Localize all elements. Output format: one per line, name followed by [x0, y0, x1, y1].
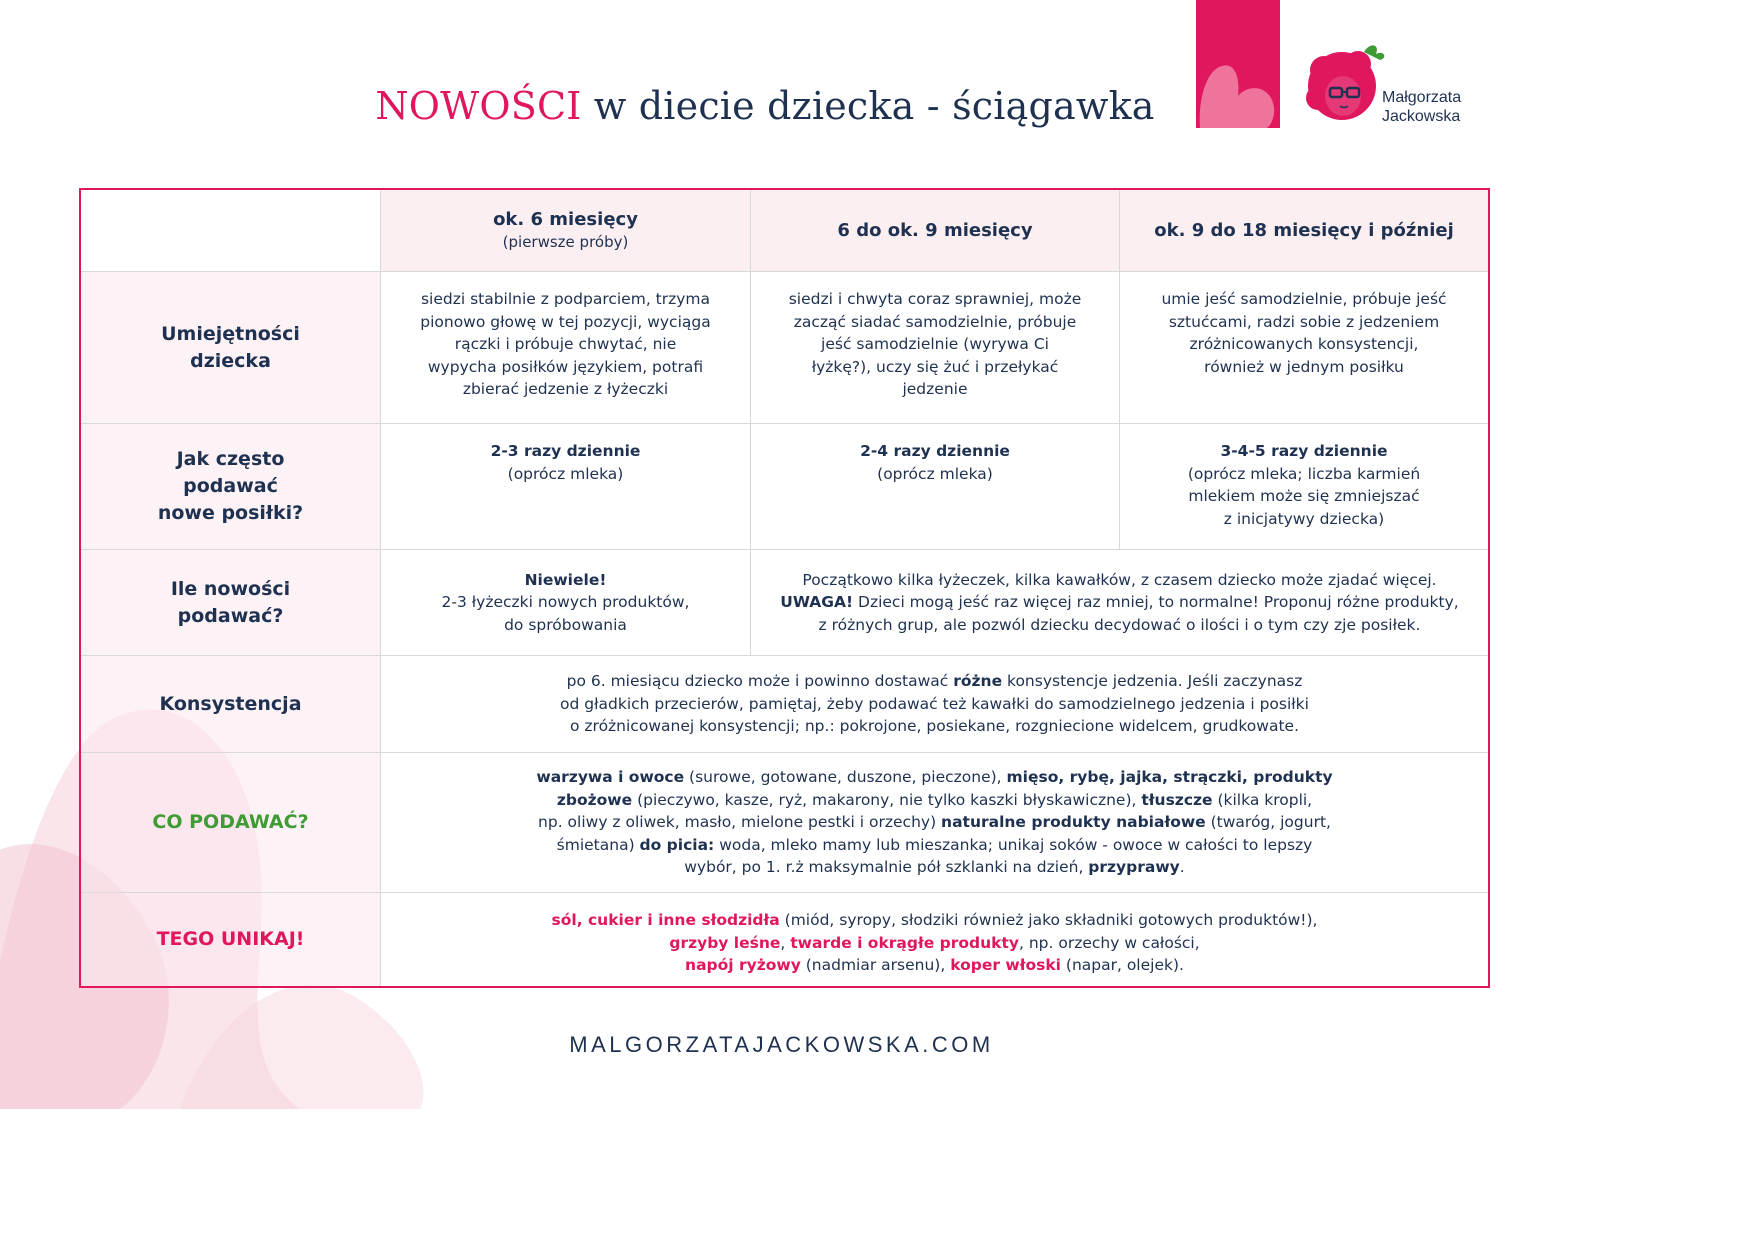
text-line — [536, 856, 1332, 879]
text-bold: naturalne produkty nabiałowe — [941, 813, 1206, 832]
row-label-line: dziecka — [190, 349, 271, 372]
text-line: łyżkę?), uczy się żuć i przełykać — [811, 357, 1059, 376]
frequency-6-months — [381, 424, 751, 550]
text-span: konsystencje jedzenia. Jeśli zaczynasz — [1002, 672, 1303, 691]
text-span: , np. orzechy w całości, — [1018, 933, 1200, 952]
text-span: (napar, olejek). — [1060, 956, 1184, 974]
column-header-6-9-months — [751, 190, 1120, 272]
text-line: jedzenie — [902, 380, 968, 398]
text-line: również w jednym posiłku — [1204, 357, 1404, 376]
text-pink-bold: twarde i okrągłe produkty — [790, 933, 1019, 952]
text-bold: przyprawy — [1088, 858, 1180, 877]
text-line — [552, 909, 1318, 932]
text-line: z różnych grup, ale pozwól dziecku decydować o ilości i o tym czy zje posiłek. — [818, 615, 1421, 634]
text-bold: do picia: — [639, 835, 715, 854]
brand-name-line2: Jackowska — [1382, 108, 1461, 125]
text-span: (twaróg, jogurt, — [1205, 813, 1331, 832]
text-line-bold: 2-4 razy dziennie — [860, 442, 1010, 460]
row-label-line: Umiejętności — [161, 322, 300, 345]
skills-6-9-months — [751, 272, 1120, 424]
text-line: siedzi i chwyta coraz sprawniej, może — [788, 290, 1082, 308]
text-line: wypycha posiłków językiem, potrafi — [427, 357, 704, 376]
text-line — [536, 834, 1332, 857]
text-pink-bold: grzyby leśne — [669, 933, 781, 952]
column-header-9-18-months — [1120, 190, 1488, 272]
row-label-line: podawać — [183, 475, 278, 497]
row-label-skills — [81, 272, 381, 424]
text-line: jeść samodzielnie (wyrywa Ci — [821, 335, 1049, 353]
text-line — [552, 932, 1318, 955]
text-line: sztućcami, radzi sobie z jedzeniem — [1168, 312, 1440, 331]
column-header-title: ok. 9 do 18 miesięcy i później — [1154, 219, 1454, 241]
text-bold: zbożowe — [556, 790, 633, 809]
brand-pink-block — [1196, 0, 1280, 128]
text-span: Dzieci mogą jeść raz więcej raz mniej, to normalne! Proponuj różne produkty, — [853, 593, 1459, 612]
row-label-texture — [81, 656, 381, 753]
text-span: wybór, po 1. r.ż maksymalnie pół szklanki na dzień, — [684, 858, 1089, 877]
row-label-line: Jak często — [176, 448, 285, 470]
text-bold: tłuszcze — [1141, 790, 1213, 809]
row-label-line: CO PODAWAĆ? — [152, 811, 309, 833]
row-label-frequency — [81, 424, 381, 550]
row-label-line: podawać? — [177, 604, 284, 627]
texture-content — [381, 656, 1488, 753]
text-span: (kilka kropli, — [1212, 790, 1313, 809]
frequency-9-18-months — [1120, 424, 1488, 550]
row-label-what-to-serve — [81, 753, 381, 893]
text-line: (oprócz mleka) — [507, 464, 624, 483]
row-label-line: Ile nowości — [170, 577, 291, 600]
page-title-rest: w diecie dziecka - ściągawka — [581, 84, 1155, 128]
amount-6-months — [381, 550, 751, 656]
text-span: po 6. miesiącu dziecko może i powinno dostawać — [566, 672, 954, 691]
text-line: do spróbowania — [504, 615, 627, 634]
text-span: . — [1179, 858, 1185, 877]
text-span: (pieczywo, kasze, ryż, makarony, nie tylko kaszki błyskawiczne), — [632, 790, 1142, 809]
diet-table — [79, 188, 1490, 988]
text-line-bold: 2-3 razy dziennie — [490, 442, 641, 460]
table-corner — [81, 190, 381, 272]
text-line: umie jeść samodzielnie, próbuje jeść — [1161, 290, 1447, 308]
text-line — [536, 766, 1332, 789]
text-line: zbierać jedzenie z łyżeczki — [462, 380, 669, 398]
text-line: mlekiem może się zmniejszać — [1188, 487, 1420, 505]
brand-logo-icon — [1300, 40, 1500, 130]
heart-decoration-icon — [1196, 0, 1280, 128]
brand-name-line1: Małgorzata — [1382, 89, 1462, 106]
text-line: (oprócz mleka; liczba karmień — [1187, 464, 1421, 483]
row-label-line: Konsystencja — [159, 692, 302, 715]
text-span: woda, mleko mamy lub mieszanka; unikaj soków - owoce w całości to lepszy — [714, 835, 1313, 854]
text-bold: mięso, rybę, jajka, strączki, produkty — [1006, 768, 1333, 787]
footer-website: MALGORZATAJACKOWSKA.COM — [569, 1032, 994, 1057]
page-title-accent: NOWOŚCI — [375, 84, 582, 128]
text-span: (surowe, gotowane, duszone, pieczone), — [684, 768, 1007, 787]
column-header-subtitle: (pierwsze próby) — [502, 232, 629, 251]
text-line-bold: 3-4-5 razy dziennie — [1220, 442, 1388, 460]
text-line — [780, 591, 1458, 614]
text-line: o zróżnicowanej konsystencji; np.: pokrojone, posiekane, rozgniecione widelcem, grudkowate. — [569, 717, 1299, 736]
row-label-line: TEGO UNIKAJ! — [156, 928, 305, 950]
column-header-6-months — [381, 190, 751, 272]
avoid-content — [381, 893, 1488, 986]
text-span: , — [780, 933, 791, 952]
text-span: śmietana) — [556, 835, 640, 854]
frequency-6-9-months — [751, 424, 1120, 550]
text-span: (nadmiar arsenu), — [800, 956, 951, 974]
text-span: np. oliwy z oliwek, masło, mielone pestki i orzechy) — [538, 813, 942, 832]
text-line: siedzi stabilnie z podparciem, trzyma — [420, 290, 711, 308]
text-line — [536, 811, 1332, 834]
text-pink-bold: napój ryżowy — [685, 956, 801, 974]
row-label-amount — [81, 550, 381, 656]
text-line: 2-3 łyżeczki nowych produktów, — [441, 593, 690, 612]
text-pink-bold: koper włoski — [950, 956, 1061, 974]
row-label-avoid — [81, 893, 381, 986]
text-line: rączki i próbuje chwytać, nie — [454, 335, 677, 353]
text-span: (miód, syropy, słodziki również jako składniki gotowych produktów!), — [779, 911, 1318, 929]
text-bold: różne — [953, 672, 1003, 691]
text-bold: warzywa i owoce — [536, 768, 685, 787]
text-line — [560, 670, 1309, 693]
text-line-bold: Niewiele! — [524, 570, 607, 589]
text-pink-bold: sól, cukier i inne słodzidła — [551, 911, 780, 929]
text-line: pionowo głowę w tej pozycji, wyciąga — [420, 312, 711, 331]
text-line — [536, 789, 1332, 812]
what-to-serve-content — [381, 753, 1488, 893]
skills-6-months — [381, 272, 751, 424]
amount-6-18-months — [751, 550, 1488, 656]
text-line: zacząć siadać samodzielnie, próbuje — [793, 312, 1077, 331]
column-header-title: ok. 6 miesięcy — [493, 208, 638, 230]
text-line: Początkowo kilka łyżeczek, kilka kawałków, z czasem dziecko może zjadać więcej. — [802, 570, 1437, 589]
text-line: (oprócz mleka) — [877, 464, 993, 483]
skills-9-18-months — [1120, 272, 1488, 424]
text-line — [552, 954, 1318, 977]
text-line: z inicjatywy dziecka) — [1223, 509, 1385, 528]
column-header-title: 6 do ok. 9 miesięcy — [837, 219, 1033, 241]
text-line: zróżnicowanych konsystencji, — [1189, 335, 1419, 353]
text-line: od gładkich przecierów, pamiętaj, żeby podawać też kawałki do samodzielnego jedzenia i posiłki — [560, 694, 1309, 713]
row-label-line: nowe posiłki? — [157, 502, 304, 524]
warning-label: UWAGA! — [780, 593, 854, 612]
